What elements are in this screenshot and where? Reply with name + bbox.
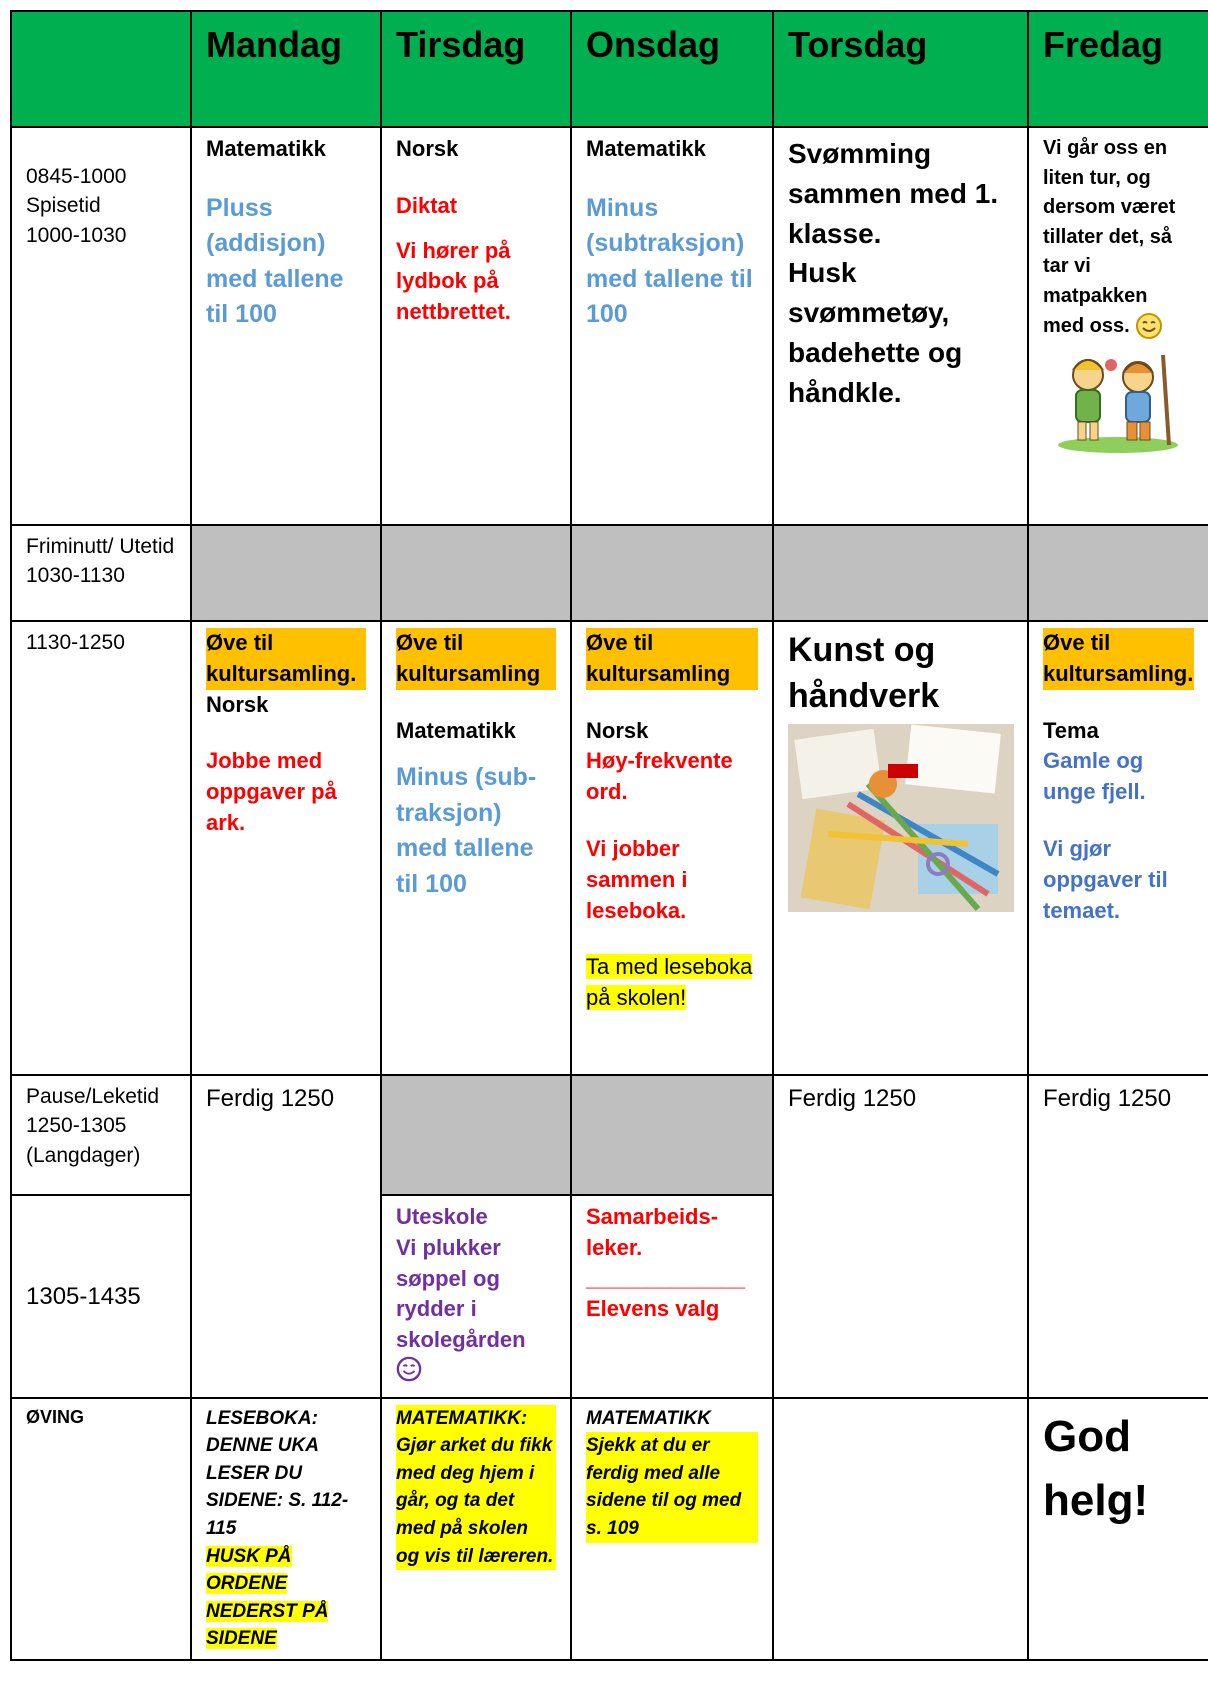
cell-thu-morning [773, 127, 1028, 525]
subject-label: Matematikk [586, 136, 706, 161]
subject-label: Norsk [206, 691, 269, 717]
day-tirsdag: Tirsdag [381, 11, 571, 127]
choice-text: Elevens valg [586, 1296, 720, 1322]
subject-label: Matematikk [396, 717, 516, 743]
task-text: Minus (subtraksjon) med tallene til 100 [586, 193, 753, 329]
games-text: Samarbeids-leker. [586, 1204, 719, 1260]
cell-mon-practice [191, 1398, 381, 1660]
day-fredag: Fredag [1028, 11, 1208, 127]
header-row [11, 11, 1208, 127]
cell-wed-break [571, 525, 773, 621]
task-text: Vi gjør oppgaver til temaet. [1043, 835, 1168, 923]
practice-row-label: ØVING [11, 1398, 191, 1660]
cell-wed-midday [571, 621, 773, 1075]
task-text: Gamle og unge fjell. [1043, 748, 1146, 805]
reading-reminder: HUSK PÅ ORDENE NEDERST PÅ SIDENE [206, 1545, 329, 1650]
cell-thu-break [773, 525, 1028, 621]
cell-tue-afternoon [381, 1195, 571, 1398]
cell-thu-practice [773, 1398, 1028, 1660]
header-corner [11, 11, 191, 127]
cell-mon-break [191, 525, 381, 621]
math-homework: MATEMATIKK: Gjør arket du fikk med deg hjem i går, og ta det med på skolen og vis til læreren. [396, 1405, 556, 1570]
task-text: Minus (sub-traksjon) med tallene til 100 [396, 763, 537, 898]
smiley-icon [1135, 312, 1163, 340]
math-title: MATEMATIKK [586, 1407, 711, 1429]
practice-label: Øve til kultursamling. [1043, 628, 1194, 690]
time-spisetid: Spisetid [26, 194, 101, 218]
subject-label: Matematikk [206, 136, 326, 161]
cell-tue-practice [381, 1398, 571, 1660]
time-1130: 1130-1250 [11, 621, 191, 1075]
row-pause [11, 1075, 1208, 1195]
cell-tue-midday [381, 621, 571, 1075]
reading-text: LESEBOKA: DENNE UKA LESER DU SIDENE: S. 112-115 [206, 1407, 349, 1539]
cell-fri-midday [1028, 621, 1208, 1075]
uteskole-title: Uteskole [396, 1204, 488, 1229]
cell-wed-practice [571, 1398, 773, 1660]
cell-fri-break [1028, 525, 1208, 621]
swim-text: Svømming sammen med 1. klasse. [788, 138, 999, 249]
cell-wed-morning [571, 127, 773, 525]
day-mandag: Mandag [191, 11, 381, 127]
task-text: Vi hører på lydbok på nettbrettet. [396, 237, 511, 325]
time-cell-morning [11, 127, 191, 525]
practice-label: Øve til kultursamling. [206, 628, 366, 690]
art-title: Kunst og håndverk [788, 631, 940, 715]
cell-tue-pause [381, 1075, 571, 1195]
task-text: Diktat [396, 192, 458, 218]
cell-wed-afternoon [571, 1195, 773, 1398]
time-1305: 1305-1435 [11, 1195, 191, 1398]
uteskole-text: Vi plukker søppel og rydder i skolegården [396, 1234, 526, 1353]
cell-mon-midday [191, 621, 381, 1075]
time-0845: 0845-1000 [26, 165, 127, 188]
practice-label: Øve til kultursamling [396, 628, 556, 690]
pause-label: Pause/Leketid 1250-1305 (Langdager) [11, 1075, 191, 1195]
reminder-note: Ta med leseboka på skolen! [586, 954, 753, 1011]
cell-tue-break [381, 525, 571, 621]
practice-label: Øve til kultursamling [586, 628, 758, 690]
swim-reminder: Husk svømmetøy, badehette og håndkle. [788, 257, 963, 408]
row-morning [11, 127, 1208, 525]
row-midday [11, 621, 1208, 1075]
task-text: Vi jobber sammen i leseboka. [586, 835, 688, 923]
math-check: Sjekk at du er ferdig med alle sidene til og med s. 109 [586, 1432, 758, 1542]
task-text: Pluss (addisjon) med tallene til 100 [206, 193, 344, 329]
break-label: Friminutt/ Utetid 1030-1130 [11, 525, 191, 621]
cell-wed-pause [571, 1075, 773, 1195]
task-text: Jobbe med oppgaver på ark. [206, 748, 337, 835]
weekend-greeting: God helg! [1043, 1411, 1149, 1525]
divider-line: _____________ [586, 1265, 746, 1291]
row-break [11, 525, 1208, 621]
cell-mon-morning [191, 127, 381, 525]
cell-fri-done: Ferdig 1250 [1028, 1075, 1208, 1398]
cell-tue-morning [381, 127, 571, 525]
subject-label: Norsk [396, 136, 459, 161]
cell-fri-morning [1028, 127, 1208, 525]
subject-label: Tema [1043, 717, 1099, 743]
day-torsdag: Torsdag [773, 11, 1028, 127]
trip-text: Vi går oss en liten tur, og dersom været tillater det, så tar vi matpakken med oss. [1043, 137, 1176, 337]
cell-thu-midday [773, 621, 1028, 1075]
task-text: Høy-frekvente ord. [586, 748, 733, 805]
timetable-container [10, 10, 1208, 1688]
weekly-timetable [10, 10, 1208, 1661]
hiking-children-illustration [1043, 345, 1193, 455]
day-onsdag: Onsdag [571, 11, 773, 127]
row-practice [11, 1398, 1208, 1660]
time-1000: 1000-1030 [26, 223, 127, 247]
cell-mon-done: Ferdig 1250 [191, 1075, 381, 1398]
art-supplies-photo [788, 724, 1014, 912]
subject-label: Norsk [586, 717, 649, 743]
cell-fri-practice [1028, 1398, 1208, 1660]
smiley-icon [396, 1356, 422, 1382]
cell-thu-done: Ferdig 1250 [773, 1075, 1028, 1398]
